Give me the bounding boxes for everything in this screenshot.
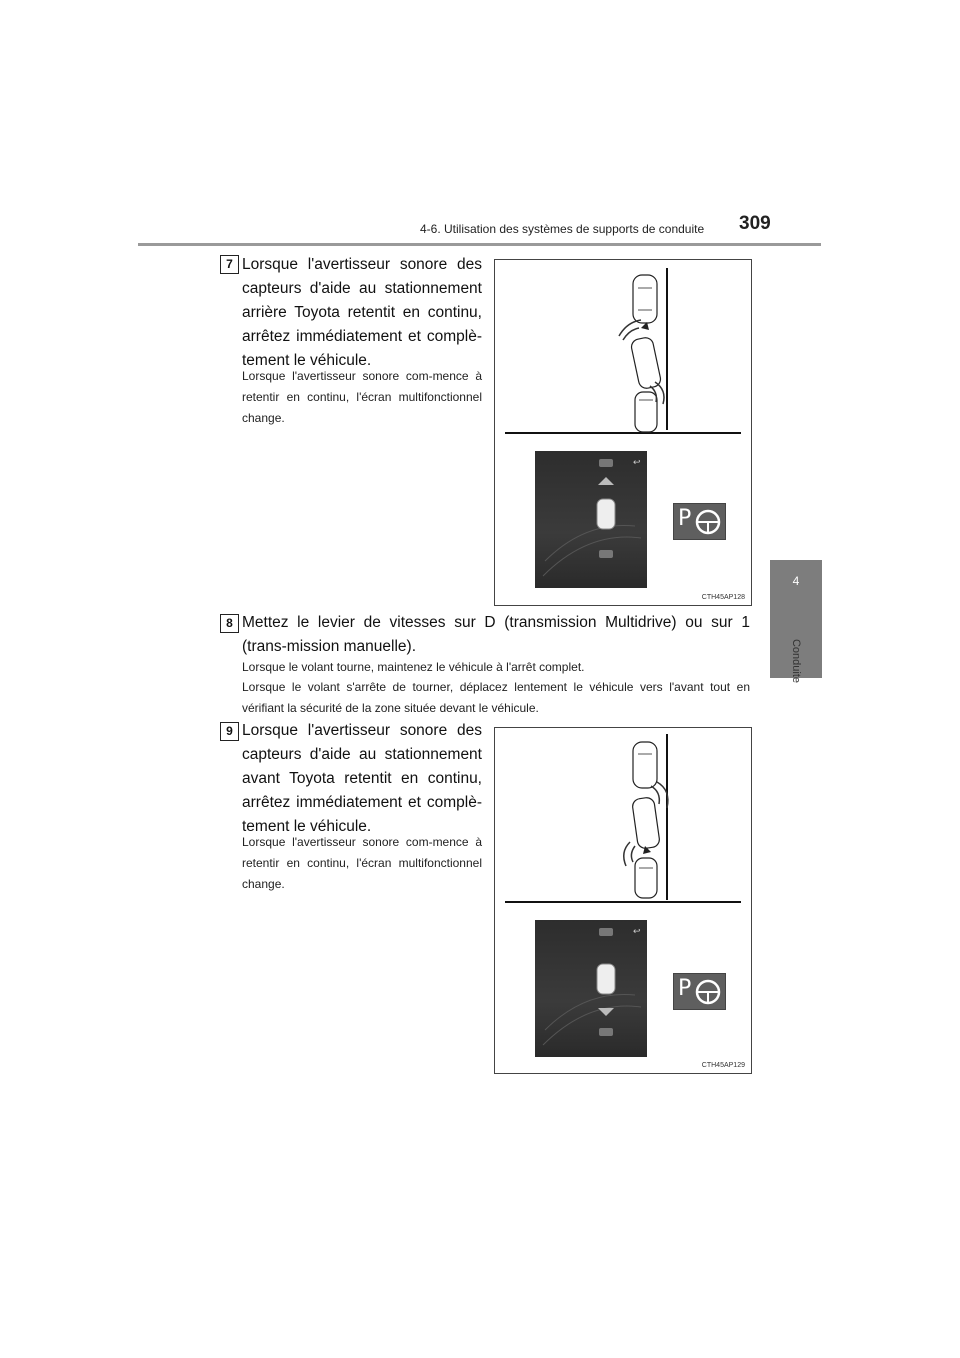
step-number-badge: 8 — [220, 614, 239, 633]
header-divider — [138, 243, 821, 246]
step-heading: Lorsque l'avertisseur sonore des capteurs d'aide au stationnement arrière Toyota retentit en continu, arrêtez immédiatement et complè-tement le véhicule. — [242, 256, 482, 369]
steering-wheel-p-icon: P — [673, 503, 726, 540]
step-note: Lorsque l'avertisseur sonore com-mence à retentir en continu, l'écran multifonctionnel change. — [242, 835, 482, 891]
steering-wheel-p-icon: P — [673, 973, 726, 1010]
step-number-badge: 9 — [220, 722, 239, 741]
step-heading: Lorsque l'avertisseur sonore des capteurs d'aide au stationnement avant Toyota retentit en continu, arrêtez immédiatement et complè-tement le véhicule. — [242, 722, 482, 835]
illustration-front-sensors — [494, 727, 752, 1074]
return-arrow-icon: ↩ — [633, 458, 641, 468]
step-heading: Mettez le levier de vitesses sur D (transmission Multidrive) ou sur 1 (trans-mission manuelle). — [242, 614, 750, 655]
figure-code: CTH45AP128 — [701, 594, 745, 601]
illustration-rear-sensors — [494, 259, 752, 606]
step-note-line: Lorsque le volant s'arrête de tourner, déplacez lentement le véhicule vers l'avant tout en vérifiant la sécurité de la zone située devant le véhicule. — [242, 680, 750, 715]
step-note: Lorsque l'avertisseur sonore com-mence à retentir en continu, l'écran multifonctionnel change. — [242, 369, 482, 425]
step-note-line: Lorsque le volant tourne, maintenez le véhicule à l'arrêt complet. — [242, 660, 585, 674]
chapter-label: Conduite — [790, 638, 802, 684]
step-number-badge: 7 — [220, 255, 239, 274]
section-title: 4-6. Utilisation des systèmes de supports de conduite — [420, 222, 705, 236]
chapter-number: 4 — [792, 574, 800, 588]
figure-code: CTH45AP129 — [701, 1062, 745, 1069]
multi-info-display — [535, 920, 647, 1057]
multi-info-display — [535, 451, 647, 588]
return-arrow-icon: ↩ — [633, 927, 641, 937]
page-number: 309 — [739, 213, 771, 234]
